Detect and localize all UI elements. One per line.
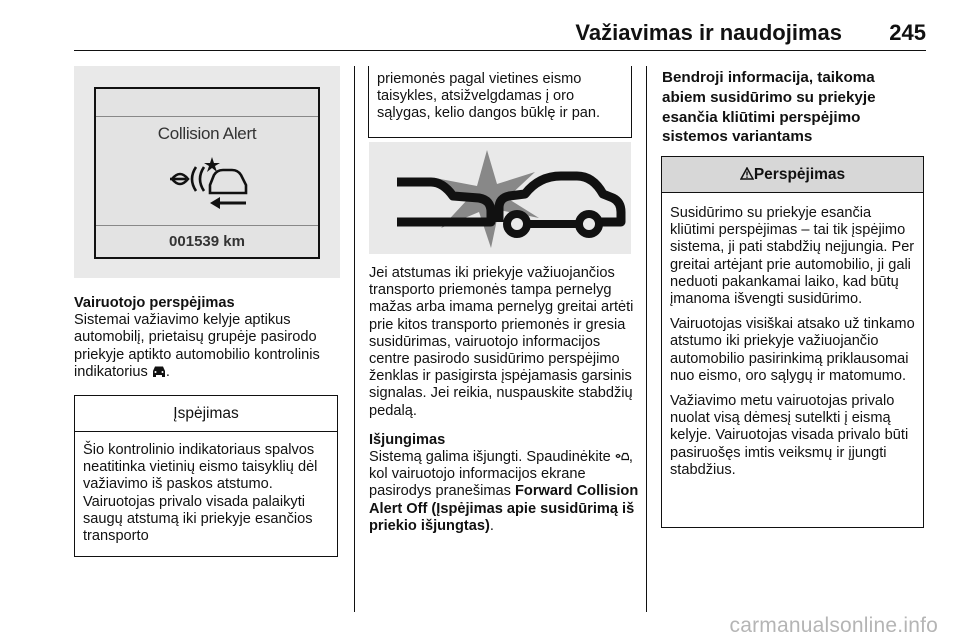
forward-collision-icon — [166, 155, 252, 211]
warning-paragraph: Susidūrimo su priekyje esančia kliūtimi perspėjimas – tai tik įspėjimo sistema, ji pati stabdžių neįjungia. Per greitai artėjant prie automobilio, ji gali neduoti pakankamai laiko, kad būtų įmanoma išvengti susidūrimo. — [670, 205, 915, 308]
odometer-reading: 001539 km — [169, 233, 245, 250]
body-paragraph — [369, 449, 639, 535]
display-message: Forward Collision Alert Off (Įspėjimas apie susidūrimą iš priekio išjungtas) — [369, 483, 639, 534]
warning-triangle-icon — [740, 167, 754, 180]
notice-title: Įspėjimas — [75, 395, 337, 432]
body-paragraph — [74, 312, 346, 381]
collision-alert-button-icon — [615, 450, 629, 462]
collision-warning-figure — [369, 142, 631, 254]
body-text: Sistemai važiavimo kelyje aptikus automobilį, prietaisų grupėje pasirodo priekyje aptikto automobilio kontrolinis indikatorius — [74, 312, 320, 380]
collision-alert-display-figure — [74, 66, 340, 278]
column-divider-2 — [646, 66, 647, 612]
section-heading: Bendroji informacija, taikoma abiem susidūrimo su priekyje esančia kliūtimi perspėjimo sistemos variantams — [662, 69, 876, 146]
notice-continuation-text: priemonės pagal vietines eismo taisykles, atsižvelgdamas į oro sąlygas, kelio dangos būklę ir pan. — [377, 71, 601, 122]
notice-body — [75, 432, 337, 545]
notice-box — [74, 395, 338, 557]
section-heading: Vairuotojo perspėjimas — [74, 295, 235, 311]
warning-title: Perspėjimas — [753, 166, 846, 183]
body-text: Sistemą galima išjungti. Spaudinėkite — [369, 449, 611, 466]
watermark: carmanualsonline.info — [729, 614, 938, 637]
section-heading: Išjungimas — [369, 431, 446, 448]
car-front-icon — [152, 365, 166, 377]
display-title: Collision Alert — [157, 124, 257, 143]
instrument-display — [94, 87, 320, 259]
column-3-heading — [662, 68, 902, 147]
body-paragraph: Jei atstumas iki priekyje važiuojančios transporto priemonės tampa pernelyg mažas arba imama pernelyg greitai artėti prie kitos transporto priemonės ir gresia susidūrimas, vairuotojo informacijos centre pasirodo susidūrimo perspėjimo ženklas ir pasigirsta įspėjamasis garsinis signalas. Jei reikia, nuspauskite stabdžių pedalą. — [369, 265, 634, 419]
warning-header — [662, 156, 923, 193]
body-text: , kol vairuotojo informacijos ekrane pasirodys pranešimas — [369, 449, 633, 500]
warning-paragraph: Važiavimo metu vairuotojas privalo nuolat visą dėmesį sutelkti į eismą kelyje. Vairuotojas visada privalo būti pasiruošęs imtis veiksmų ir įjungti stabdžius. — [670, 393, 909, 478]
warning-paragraph: Vairuotojas visiškai atsako už tinkamo atstumo iki priekyje važiuojančio automobilio pasirinkimą priklausomai nuo eismo, oro sąlygų ir matomumo. — [670, 316, 915, 384]
notice-continuation-box — [368, 66, 632, 138]
notice-continuation-body — [369, 66, 631, 123]
body-text-end: . — [165, 363, 170, 380]
column-1-text — [74, 295, 346, 381]
page-number: 245 — [889, 20, 926, 45]
display-line — [96, 225, 318, 226]
warning-box — [661, 156, 924, 528]
display-line — [96, 116, 318, 117]
header-rule — [74, 50, 926, 51]
running-header: Važiavimas ir naudojimas — [575, 20, 842, 45]
column-divider-1 — [354, 66, 355, 612]
warning-body — [662, 193, 923, 479]
notice-text: Šio kontrolinio indikatoriaus spalvos neatitinka vietinių eismo taisyklių dėl važiavimo iš paskos atstumo. Vairuotojas privalo visada palaikyti saugų atstumą iki priekyje esančios transporto — [83, 442, 318, 545]
body-text-end: . — [489, 517, 494, 534]
collision-cars-illustration — [369, 142, 631, 254]
column-2-text — [369, 265, 639, 535]
